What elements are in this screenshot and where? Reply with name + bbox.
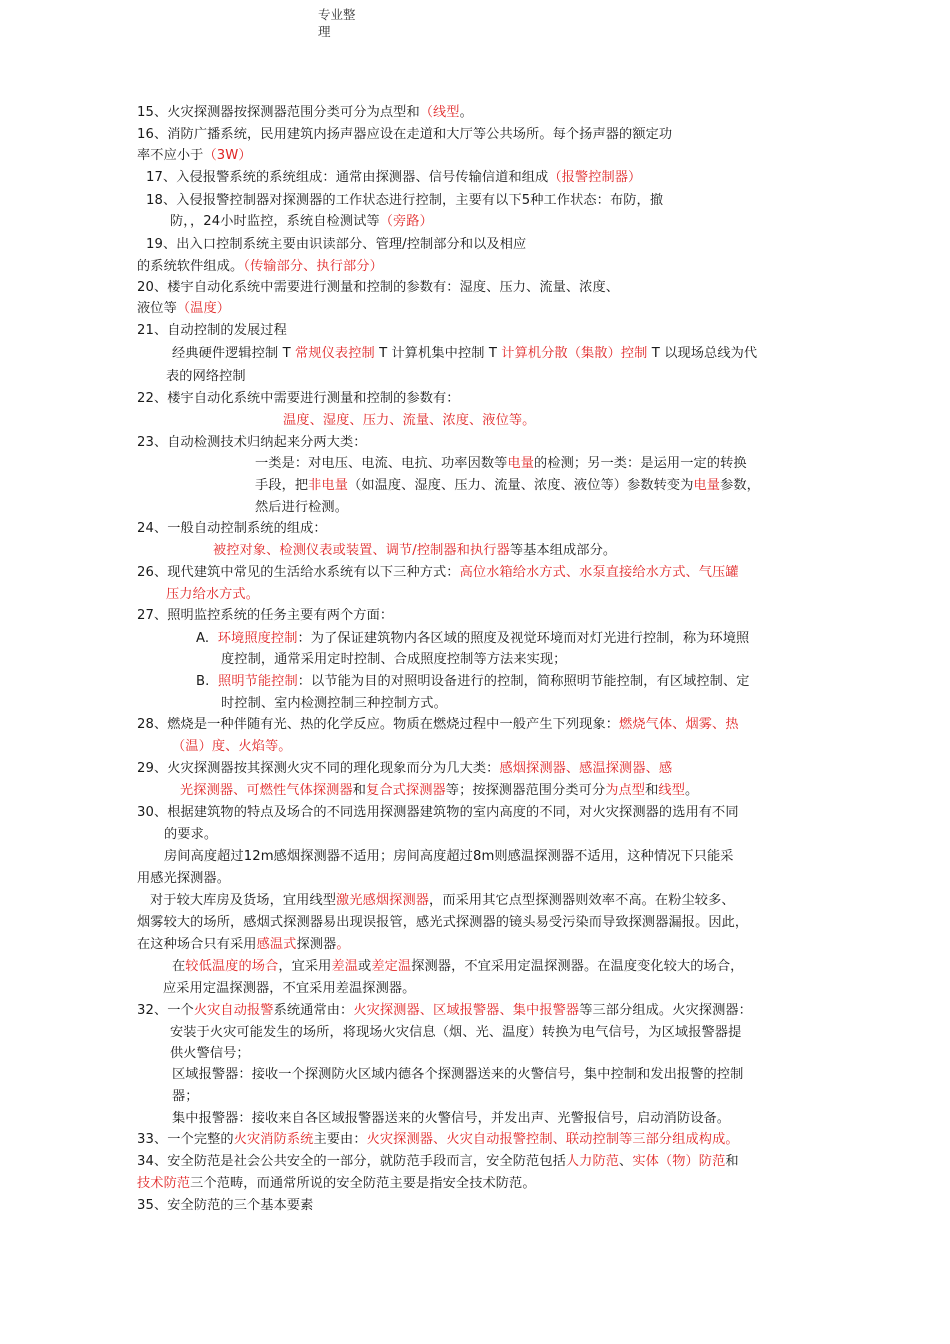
text-line — [163, 979, 415, 999]
text-line — [146, 235, 526, 255]
text-line — [137, 299, 230, 319]
text-segment: 安装于火灾可能发生的场所，将现场火灾信息（烟、光、温度）转换为电气信号，为区域报警器提 — [170, 1025, 742, 1040]
text-segment: 21、自动控制的发展过程 — [137, 323, 287, 338]
text-line — [146, 168, 641, 188]
text-segment: 区域报警器：接收一个探测防火区域内德各个探测器送来的火警信号，集中控制和发出报警的控制 — [172, 1067, 744, 1082]
highlighted-answer: 燃烧气体、烟雾、热 — [619, 717, 739, 732]
highlighted-answer: 实体（物）防范 — [632, 1154, 726, 1169]
text-segment: 20、楼宇自动化系统中需要进行测量和控制的参数有：湿度、压力、流量、浓度、 — [137, 280, 620, 295]
text-segment: 率不应小于 — [137, 148, 204, 163]
text-segment: 表的网络控制 — [166, 369, 246, 384]
text-segment: 30、根据建筑物的特点及场合的不同选用探测器建筑物的室内高度的不同，对火灾探测器的选用有不同 — [137, 805, 739, 820]
text-line — [137, 103, 473, 123]
text-segment: 33、一个完整的 — [137, 1132, 234, 1147]
text-line — [137, 935, 350, 955]
text-line — [137, 433, 367, 453]
text-segment: 手段，把 — [255, 478, 309, 493]
highlighted-answer: 火灾自动报警 — [193, 1003, 274, 1018]
text-line — [137, 1152, 739, 1172]
text-line — [172, 1087, 199, 1107]
text-line — [170, 1023, 741, 1043]
text-segment: 18、入侵报警控制器对探测器的工作状态进行控制，主要有以下5种工作状态：布防，撤 — [146, 193, 664, 208]
text-segment: 经典硬件逻辑控制 T — [172, 346, 296, 361]
text-line — [150, 891, 735, 911]
text-segment: 等三部分组成。火灾探测器： — [579, 1003, 752, 1018]
text-line — [172, 1109, 730, 1129]
highlighted-answer: 。 — [336, 937, 350, 952]
highlighted-answer: 差定温 — [371, 959, 412, 974]
text-segment: 对于较大库房及货场，宜用线型 — [150, 893, 337, 908]
text-line — [180, 781, 698, 801]
text-segment: 27、照明监控系统的任务主要有两个方面： — [137, 608, 394, 623]
text-line — [146, 191, 663, 211]
text-segment: 液位等 — [137, 301, 177, 316]
text-line — [137, 913, 748, 933]
text-segment: 烟雾较大的场所，感烟式探测器易出现误报管，感光式探测器的镜头易受污染而导致探测器漏报。因此， — [137, 915, 749, 930]
text-line — [166, 585, 259, 605]
text-line — [166, 367, 246, 387]
text-line — [137, 1196, 313, 1216]
highlighted-answer: （3W） — [203, 148, 252, 163]
text-line — [137, 146, 252, 166]
page-header — [318, 6, 368, 40]
highlighted-answer: 激光感烟探测器 — [336, 893, 430, 908]
header-line-2: 理 — [318, 24, 331, 39]
text-line — [170, 1044, 250, 1064]
text-segment: 房间高度超过12m感烟探测器不适用；房间高度超过8m则感温探测器不适用，这种情况下只能采 — [164, 849, 734, 864]
text-segment: 三个范畴，而通常所说的安全防范主要是指安全技术防范。 — [190, 1176, 536, 1191]
highlighted-answer: 人力防范 — [565, 1154, 620, 1169]
text-segment: 度控制，通常采用定时控制、合成照度控制等方法来实现； — [221, 652, 567, 667]
text-line — [172, 737, 292, 757]
header-line-1: 专业整 — [318, 7, 356, 22]
text-segment: 等；按探测器范围分类可分 — [445, 783, 606, 798]
highlighted-answer: （报警控制器） — [548, 170, 642, 185]
text-segment: 主要由： — [313, 1132, 367, 1147]
text-line — [137, 1130, 739, 1150]
text-segment: 在这种场合只有采用 — [137, 937, 257, 952]
text-line — [137, 519, 327, 539]
text-segment: 集中报警器：接收来自各区域报警器送来的火警信号，并发出声、光警报信号，启动消防设备。 — [172, 1111, 731, 1126]
text-line — [221, 650, 566, 670]
highlighted-answer: （温）度、火焰等。 — [172, 739, 292, 754]
text-segment: 或 — [358, 959, 372, 974]
text-line — [137, 257, 383, 277]
text-segment: 供火警信号； — [170, 1046, 250, 1061]
text-segment: 的系统软件组成。 — [137, 259, 244, 274]
highlighted-answer: 技术防范 — [137, 1176, 191, 1191]
highlighted-answer: 电量 — [507, 456, 535, 471]
text-segment: 34、安全防范是社会公共安全的一部分，就防范手段而言，安全防范包括 — [137, 1154, 566, 1169]
highlighted-answer: （传输部分、执行部分） — [243, 259, 383, 274]
highlighted-answer: 环境照度控制 — [217, 631, 298, 646]
highlighted-answer: 较低温度的场合 — [185, 959, 279, 974]
text-line — [137, 803, 739, 823]
text-segment: 探测器 — [296, 937, 337, 952]
text-line — [255, 476, 760, 496]
text-segment: 35、安全防范的三个基本要素 — [137, 1198, 314, 1213]
highlighted-answer: 线型 — [658, 783, 685, 798]
text-segment: 探测器，不宜采用定温探测器。在温度变化较大的场合， — [411, 959, 744, 974]
text-line — [196, 672, 750, 692]
text-segment: T 以现场总线为代 — [647, 346, 758, 361]
highlighted-answer: 火灾消防系统 — [233, 1132, 314, 1147]
text-segment: 器； — [172, 1089, 199, 1104]
highlighted-answer: 差温 — [331, 959, 359, 974]
text-line — [137, 563, 739, 583]
text-segment: ：为了保证建筑物内各区域的照度及视觉环境而对灯光进行控制，称为环境照 — [297, 631, 750, 646]
text-segment: 17、入侵报警系统的系统组成：通常由探测器、信号传输信道和组成 — [146, 170, 549, 185]
text-segment: 26、现代建筑中常见的生活给水系统有以下三种方式： — [137, 565, 460, 580]
highlighted-answer: 压力给水方式。 — [166, 587, 260, 602]
highlighted-answer: 火灾探测器、区域报警器、集中报警器 — [353, 1003, 580, 1018]
text-segment: 、 — [619, 1154, 633, 1169]
highlighted-answer: （温度） — [176, 301, 231, 316]
text-segment: 应采用定温探测器，不宜采用差温探测器。 — [163, 981, 416, 996]
highlighted-answer: 光探测器、可燃性气体探测器 — [180, 783, 353, 798]
text-segment: 一类是：对电压、电流、电抗、功率因数等 — [255, 456, 508, 471]
text-segment: 24、一般自动控制系统的组成： — [137, 521, 327, 536]
text-segment: ，宜采用 — [278, 959, 332, 974]
text-segment: 32、一个 — [137, 1003, 194, 1018]
highlighted-answer: （旁路） — [379, 214, 433, 229]
text-line — [172, 1065, 743, 1085]
highlighted-answer: 为点型 — [605, 783, 646, 798]
text-segment: 和 — [725, 1154, 739, 1169]
text-line — [137, 1001, 752, 1021]
highlighted-answer: 电量 — [693, 478, 721, 493]
text-segment: 的检测；另一类：是运用一定的转换 — [534, 456, 747, 471]
text-line — [137, 759, 672, 779]
text-segment: 等基本组成部分。 — [509, 543, 617, 558]
highlighted-answer: 感温式 — [256, 937, 297, 952]
text-line — [164, 825, 217, 845]
text-segment: ，而采用其它点型探测器则效率不高。在粉尘较多、 — [429, 893, 735, 908]
text-segment: 的要求。 — [164, 827, 218, 842]
text-line — [255, 498, 348, 518]
text-segment: 。 — [459, 105, 473, 120]
highlighted-answer: 复合式探测器 — [366, 783, 446, 798]
text-segment: 系统通常由： — [273, 1003, 354, 1018]
highlighted-answer: （线型 — [419, 105, 460, 120]
text-segment: 28、燃烧是一种伴随有光、热的化学反应。物质在燃烧过程中一般产生下列现象： — [137, 717, 620, 732]
text-segment: 和 — [352, 783, 367, 798]
highlighted-answer: 被控对象、检测仪表或装置、调节/控制器和执行器 — [213, 543, 510, 558]
text-line — [137, 125, 672, 145]
text-segment: 时控制、室内检测控制三种控制方式。 — [221, 696, 447, 711]
text-segment: 在 — [172, 959, 186, 974]
text-segment: 22、楼宇自动化系统中需要进行测量和控制的参数有： — [137, 391, 460, 406]
text-segment: 参数， — [720, 478, 760, 493]
highlighted-answer: 照明节能控制 — [218, 674, 298, 689]
text-segment: ：以节能为目的对照明设备进行的控制，简称照明节能控制，有区域控制、定 — [297, 674, 750, 689]
text-segment: A. — [196, 631, 218, 646]
text-line — [172, 957, 743, 977]
text-segment: 19、出入口控制系统主要由识读部分、管理/控制部分和以及相应 — [146, 237, 527, 252]
text-line — [137, 389, 460, 409]
text-line — [137, 715, 739, 735]
text-line — [196, 629, 749, 649]
text-segment: 和 — [645, 783, 659, 798]
highlighted-answer: 温度、湿度、压力、流量、浓度、液位等。 — [283, 413, 536, 428]
text-segment: 用感光探测器。 — [137, 871, 231, 886]
text-line — [221, 694, 447, 714]
text-segment: T 计算机集中控制 T — [374, 346, 502, 361]
text-segment: （如温度、湿度、压力、流量、浓度、液位等）参数转变为 — [348, 478, 694, 493]
text-line — [137, 321, 287, 341]
text-segment: B. — [196, 674, 219, 689]
text-line — [170, 212, 433, 232]
text-line — [172, 344, 757, 364]
text-segment: 。 — [684, 783, 699, 798]
text-segment: 防，，24小时监控，系统自检测试等 — [170, 214, 380, 229]
highlighted-answer: 常规仪表控制 — [295, 346, 375, 361]
text-line — [137, 606, 393, 626]
text-line — [255, 454, 747, 474]
text-segment: 然后进行检测。 — [255, 500, 349, 515]
highlighted-answer: 计算机分散（集散）控制 — [501, 346, 648, 361]
text-line — [137, 1174, 536, 1194]
text-line — [283, 411, 535, 431]
highlighted-answer: 火灾探测器、火灾自动报警控制、联动控制等三部分组成构成。 — [366, 1132, 739, 1147]
text-segment: 16、消防广播系统，民用建筑内扬声器应设在走道和大厅等公共场所。每个扬声器的额定功 — [137, 127, 673, 142]
text-segment: 29、火灾探测器按其探测火灾不同的理化现象而分为几大类： — [137, 761, 500, 776]
highlighted-answer: 高位水箱给水方式、水泵直接给水方式、气压罐 — [459, 565, 739, 580]
text-segment: 23、自动检测技术归纳起来分两大类： — [137, 435, 367, 450]
text-line — [137, 278, 619, 298]
highlighted-answer: 非电量 — [308, 478, 349, 493]
text-line — [213, 541, 616, 561]
text-segment: 15、火灾探测器按探测器范围分类可分为点型和 — [137, 105, 420, 120]
text-line — [137, 869, 230, 889]
highlighted-answer: 感烟探测器、感温探测器、感 — [499, 761, 673, 776]
text-line — [164, 847, 734, 867]
